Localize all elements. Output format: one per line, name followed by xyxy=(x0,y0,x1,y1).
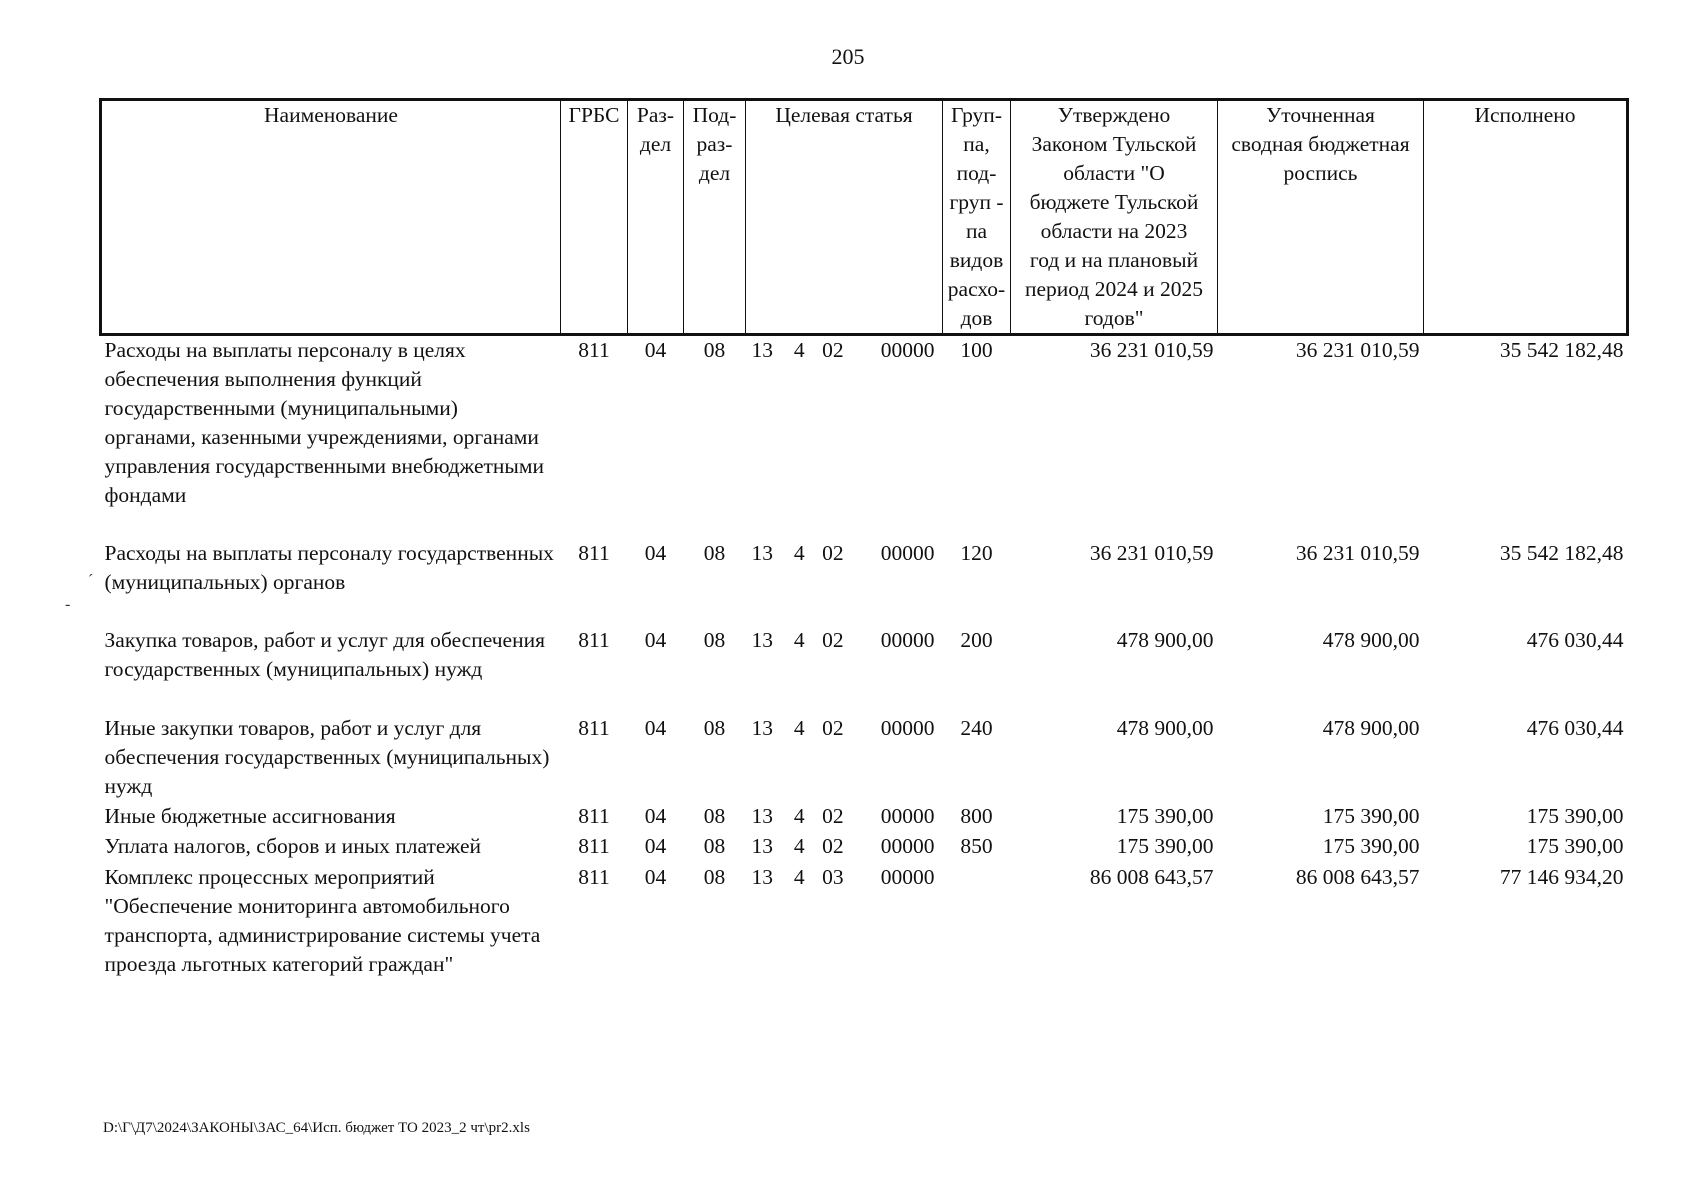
header-target-article: Целевая статья xyxy=(746,100,943,335)
row-name: Расходы на выплаты персоналу в целях обеспечения выполнения функций государственными (муниципальными) органами, казенными учреждениями, органами управления государственными внебюджетными фондами xyxy=(104,338,544,507)
row-group: 200 xyxy=(960,628,993,652)
row-target-article: 13 4 02 00000 xyxy=(751,541,935,565)
row-grbs: 811 xyxy=(578,716,610,740)
row-approved: 36 231 010,59 xyxy=(1089,338,1214,362)
row-executed: 175 390,00 xyxy=(1526,804,1624,828)
row-grbs: 811 xyxy=(578,541,610,565)
row-executed: 476 030,44 xyxy=(1526,628,1624,652)
row-target-article: 13 4 03 00000 xyxy=(751,865,935,889)
row-grbs: 811 xyxy=(578,834,610,858)
row-podrazdel: 08 xyxy=(703,834,726,858)
row-grbs: 811 xyxy=(578,338,610,362)
row-grbs: 811 xyxy=(578,865,610,889)
row-refined: 36 231 010,59 xyxy=(1295,338,1420,362)
row-executed: 175 390,00 xyxy=(1526,834,1624,858)
row-refined: 175 390,00 xyxy=(1322,804,1420,828)
row-razdel: 04 xyxy=(644,628,667,652)
row-razdel: 04 xyxy=(644,716,667,740)
row-approved: 175 390,00 xyxy=(1116,834,1214,858)
row-approved: 175 390,00 xyxy=(1116,804,1214,828)
row-approved: 36 231 010,59 xyxy=(1089,541,1214,565)
row-group: 240 xyxy=(960,716,993,740)
row-podrazdel: 08 xyxy=(703,338,726,362)
row-target-article: 13 4 02 00000 xyxy=(751,628,935,652)
row-name: Закупка товаров, работ и услуг для обеспечения государственных (муниципальных) нужд xyxy=(104,628,545,681)
row-refined: 478 900,00 xyxy=(1322,628,1420,652)
row-target-article: 13 4 02 00000 xyxy=(751,338,935,362)
row-executed: 35 542 182,48 xyxy=(1499,338,1624,362)
scan-speck-mark: ˊ xyxy=(88,572,94,589)
row-refined: 478 900,00 xyxy=(1322,716,1420,740)
budget-execution-table xyxy=(99,98,1629,981)
row-name: Иные закупки товаров, работ и услуг для обеспечения государственных (муниципальных) нужд xyxy=(104,716,550,798)
row-podrazdel: 08 xyxy=(703,716,726,740)
row-razdel: 04 xyxy=(644,338,667,362)
row-grbs: 811 xyxy=(578,804,610,828)
row-group: 100 xyxy=(960,338,993,362)
header-approved: Утверждено Законом Тульской области "О бюджете Тульской области на 2023 год и на плановый период 2024 и 2025 годов" xyxy=(1011,100,1218,335)
row-refined: 86 008 643,57 xyxy=(1295,865,1420,889)
header-podrazdel: Под- раз- дел xyxy=(684,100,746,335)
row-name: Иные бюджетные ассигнования xyxy=(104,804,396,828)
table-row xyxy=(101,335,1628,540)
table-header xyxy=(101,100,1628,335)
row-approved: 478 900,00 xyxy=(1116,716,1214,740)
row-group: 120 xyxy=(960,541,993,565)
header-name: Наименование xyxy=(101,100,561,335)
header-grbs: ГРБС xyxy=(561,100,628,335)
row-executed: 77 146 934,20 xyxy=(1499,865,1624,889)
row-podrazdel: 08 xyxy=(703,865,726,889)
row-refined: 175 390,00 xyxy=(1322,834,1420,858)
file-path-footer: D:\Г\Д7\2024\ЗАКОНЫ\ЗАС_64\Исп. бюджет ТО 2023_2 чт\pr2.xls xyxy=(103,1120,530,1136)
row-group xyxy=(943,863,1011,981)
row-target-article: 13 4 02 00000 xyxy=(751,804,935,828)
header-expense-group: Груп- па, под- груп - па видов расхо- дов xyxy=(943,100,1011,335)
row-executed: 35 542 182,48 xyxy=(1499,541,1624,565)
table-row xyxy=(101,714,1628,802)
row-razdel: 04 xyxy=(644,834,667,858)
row-podrazdel: 08 xyxy=(703,541,726,565)
header-razdel: Раз- дел xyxy=(628,100,684,335)
row-group: 800 xyxy=(960,804,993,828)
scan-dash-mark: - xyxy=(65,596,71,613)
table-row xyxy=(101,539,1628,626)
page-number: 205 xyxy=(831,44,865,69)
row-target-article: 13 4 02 00000 xyxy=(751,834,935,858)
row-name: Уплата налогов, сборов и иных платежей xyxy=(104,834,482,858)
table-row xyxy=(101,832,1628,863)
row-target-article: 13 4 02 00000 xyxy=(751,716,935,740)
row-approved: 86 008 643,57 xyxy=(1089,865,1214,889)
row-podrazdel: 08 xyxy=(703,804,726,828)
table-row xyxy=(101,626,1628,714)
header-executed: Исполнено xyxy=(1424,100,1628,335)
row-podrazdel: 08 xyxy=(703,628,726,652)
table-row xyxy=(101,863,1628,981)
row-razdel: 04 xyxy=(644,865,667,889)
row-grbs: 811 xyxy=(578,628,610,652)
row-razdel: 04 xyxy=(644,541,667,565)
row-razdel: 04 xyxy=(644,804,667,828)
row-executed: 476 030,44 xyxy=(1526,716,1624,740)
row-name: Расходы на выплаты персоналу государственных (муниципальных) органов xyxy=(104,541,554,594)
row-approved: 478 900,00 xyxy=(1116,628,1214,652)
row-name: Комплекс процессных мероприятий "Обеспечение мониторинга автомобильного транспорта, администрирование системы учета проезда льготных категорий граждан" xyxy=(104,865,541,976)
row-refined: 36 231 010,59 xyxy=(1295,541,1420,565)
row-group: 850 xyxy=(960,834,993,858)
table-row xyxy=(101,802,1628,832)
header-refined: Уточненная сводная бюджетная роспись xyxy=(1218,100,1424,335)
